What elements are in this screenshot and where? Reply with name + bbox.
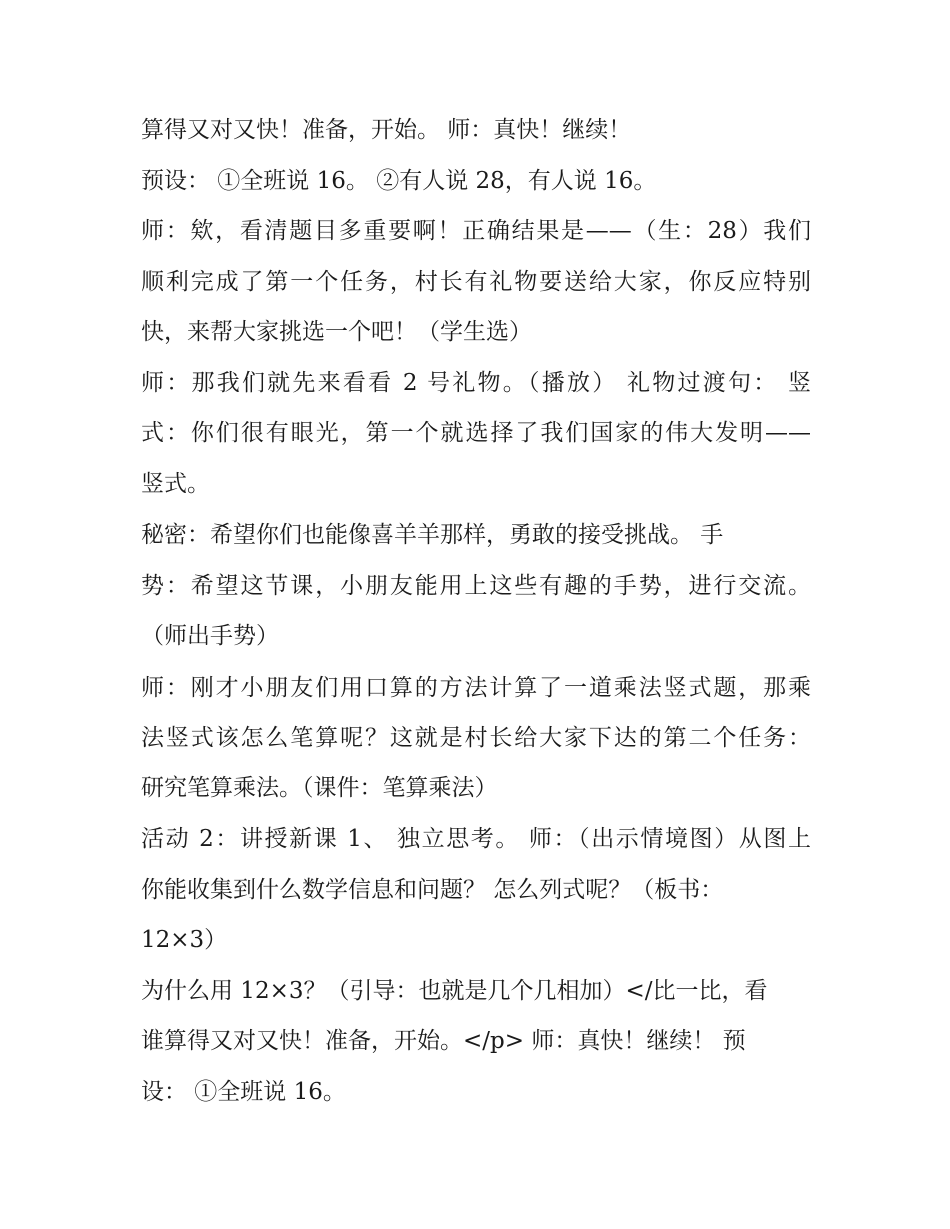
text-line-16: 你能收集到什么数学信息和问题？ 怎么列式呢？（板书： [141, 877, 724, 903]
text-line-13: 法竖式该怎么笔算呢？这就是村长给大家下达的第二个任务： [141, 725, 811, 751]
text-line-2: 预设： ①全班说 16。 ②有人说 28，有人说 16。 [141, 168, 657, 194]
text-line-6: 师：那我们就先来看看 2 号礼物。（播放） 礼物过渡句： 竖 [141, 370, 811, 396]
text-line-1: 算得又对又快！准备，开始。 师：真快！继续！ [141, 117, 632, 143]
text-line-15: 活动 2：讲授新课 1、 独立思考。 师：（出示情境图）从图上 [141, 826, 811, 852]
text-line-20: 设： ①全班说 16。 [141, 1079, 346, 1105]
text-line-8: 竖式。 [141, 471, 210, 497]
text-line-11: （师出手势） [141, 623, 279, 649]
text-line-3: 师：欸，看清题目多重要啊！正确结果是——（生：28）我们 [141, 218, 811, 244]
text-line-4: 顺利完成了第一个任务，村长有礼物要送给大家，你反应特别 [141, 269, 811, 295]
text-line-9: 秘密：希望你们也能像喜羊羊那样，勇敢的接受挑战。 手 [141, 522, 724, 548]
text-line-14: 研究笔算乘法。（课件：笔算乘法） [141, 775, 498, 801]
text-line-10: 势：希望这节课，小朋友能用上这些有趣的手势，进行交流。 [141, 573, 811, 599]
text-line-12: 师：刚才小朋友们用口算的方法计算了一道乘法竖式题，那乘 [141, 675, 811, 701]
text-line-5: 快，来帮大家挑选一个吧！（学生选） [141, 319, 532, 345]
text-line-17: 12×3） [141, 927, 228, 953]
text-line-19: 谁算得又对又快！准备，开始。</p> 师：真快！继续！ 预 [141, 1028, 746, 1054]
text-line-18: 为什么用 12×3？（引导：也就是几个几相加）</比一比，看 [141, 978, 768, 1004]
text-line-7: 式：你们很有眼光，第一个就选择了我们国家的伟大发明—— [141, 420, 811, 446]
